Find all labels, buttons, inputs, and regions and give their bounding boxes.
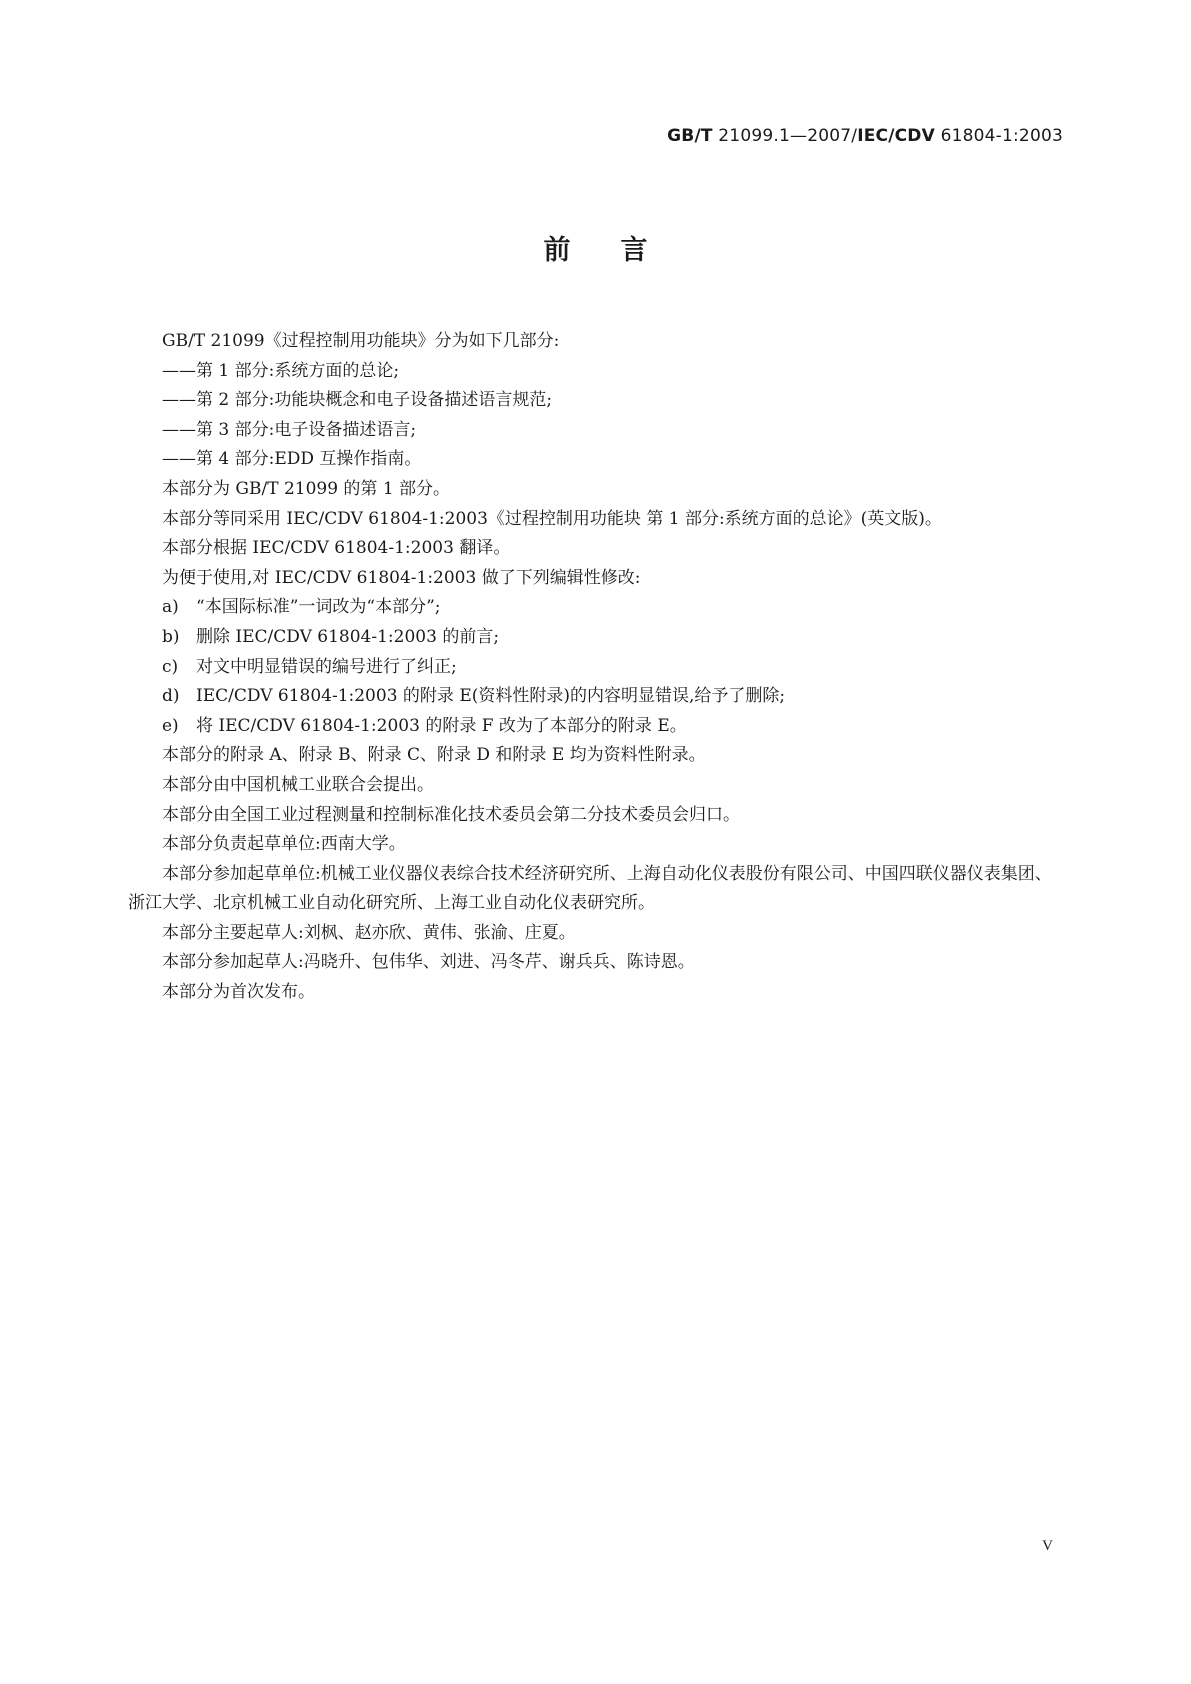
paragraph-intro: GB/T 21099《过程控制用功能块》分为如下几部分: — [162, 331, 560, 351]
paragraph-edits-intro: 为便于使用,对 IEC/CDV 61804-1:2003 做了下列编辑性修改: — [162, 567, 641, 588]
edit-item-text: 删除 IEC/CDV 61804-1:2003 的前言; — [196, 626, 500, 647]
paragraph-lead-drafter: 本部分负责起草单位:西南大学。 — [162, 834, 406, 855]
edit-item-text: 对文中明显错误的编号进行了纠正; — [196, 656, 457, 677]
code-iec-prefix: IEC/CDV — [857, 126, 935, 146]
code-prefix: GB/T — [667, 126, 713, 146]
standard-code-header — [667, 126, 1063, 146]
edit-item-marker: d) — [162, 686, 180, 707]
edit-item-d — [128, 682, 1063, 712]
page-title: 前言 — [543, 235, 698, 266]
edit-item-b — [128, 623, 1063, 653]
edit-item-marker: e) — [162, 715, 179, 736]
paragraph-committee: 本部分由全国工业过程测量和控制标准化技术委员会第二分技术委员会归口。 — [162, 804, 740, 825]
page-number: V — [1042, 1538, 1053, 1554]
paragraph-adoption: 本部分等同采用 IEC/CDV 61804-1:2003《过程控制用功能块 第 1 部分:系统方面的总论》(英文版)。 — [162, 508, 942, 529]
edit-item-c — [128, 653, 1063, 683]
paragraph-main-drafters: 本部分主要起草人:刘枫、赵亦欣、黄伟、张渝、庄夏。 — [162, 922, 576, 943]
edit-item-text: “本国际标准”一词改为“本部分”; — [196, 597, 441, 618]
paragraph-proposer: 本部分由中国机械工业联合会提出。 — [162, 774, 434, 795]
part-list-item-4: ——第 4 部分:EDD 互操作指南。 — [162, 449, 422, 470]
part-list-item-1: ——第 1 部分:系统方面的总论; — [162, 360, 400, 381]
paragraph-translation: 本部分根据 IEC/CDV 61804-1:2003 翻译。 — [162, 538, 511, 559]
part-list-item-3: ——第 3 部分:电子设备描述语言; — [162, 419, 417, 440]
code-iec-number: 61804-1:2003 — [934, 126, 1063, 146]
paragraph-participating-units: 本部分参加起草单位:机械工业仪器仪表综合技术经济研究所、上海自动化仪表股份有限公司、中国四联仪器仪表集团、浙江大学、北京机械工业自动化研究所、上海工业自动化仪表研究所。 — [128, 863, 1052, 914]
edit-item-text: IEC/CDV 61804-1:2003 的附录 E(资料性附录)的内容明显错误,给予了删除; — [196, 686, 786, 707]
code-number: 21099.1—2007/ — [712, 126, 858, 146]
paragraph-participating-drafters: 本部分参加起草人:冯晓升、包伟华、刘进、冯冬芹、谢兵兵、陈诗恩。 — [162, 952, 695, 973]
edit-item-text: 将 IEC/CDV 61804-1:2003 的附录 F 改为了本部分的附录 E。 — [196, 715, 687, 736]
edit-item-marker: a) — [162, 597, 179, 618]
foreword-body — [128, 327, 1063, 1008]
part-list-item-2: ——第 2 部分:功能块概念和电子设备描述语言规范; — [162, 390, 553, 411]
edit-item-marker: c) — [162, 656, 179, 677]
paragraph-first-release: 本部分为首次发布。 — [162, 982, 315, 1003]
edit-item-marker: b) — [162, 626, 180, 647]
edit-item-a — [128, 593, 1063, 623]
paragraph-annexes: 本部分的附录 A、附录 B、附录 C、附录 D 和附录 E 均为资料性附录。 — [162, 745, 706, 766]
paragraph-part-note: 本部分为 GB/T 21099 的第 1 部分。 — [162, 478, 451, 499]
edit-item-e — [128, 712, 1063, 742]
